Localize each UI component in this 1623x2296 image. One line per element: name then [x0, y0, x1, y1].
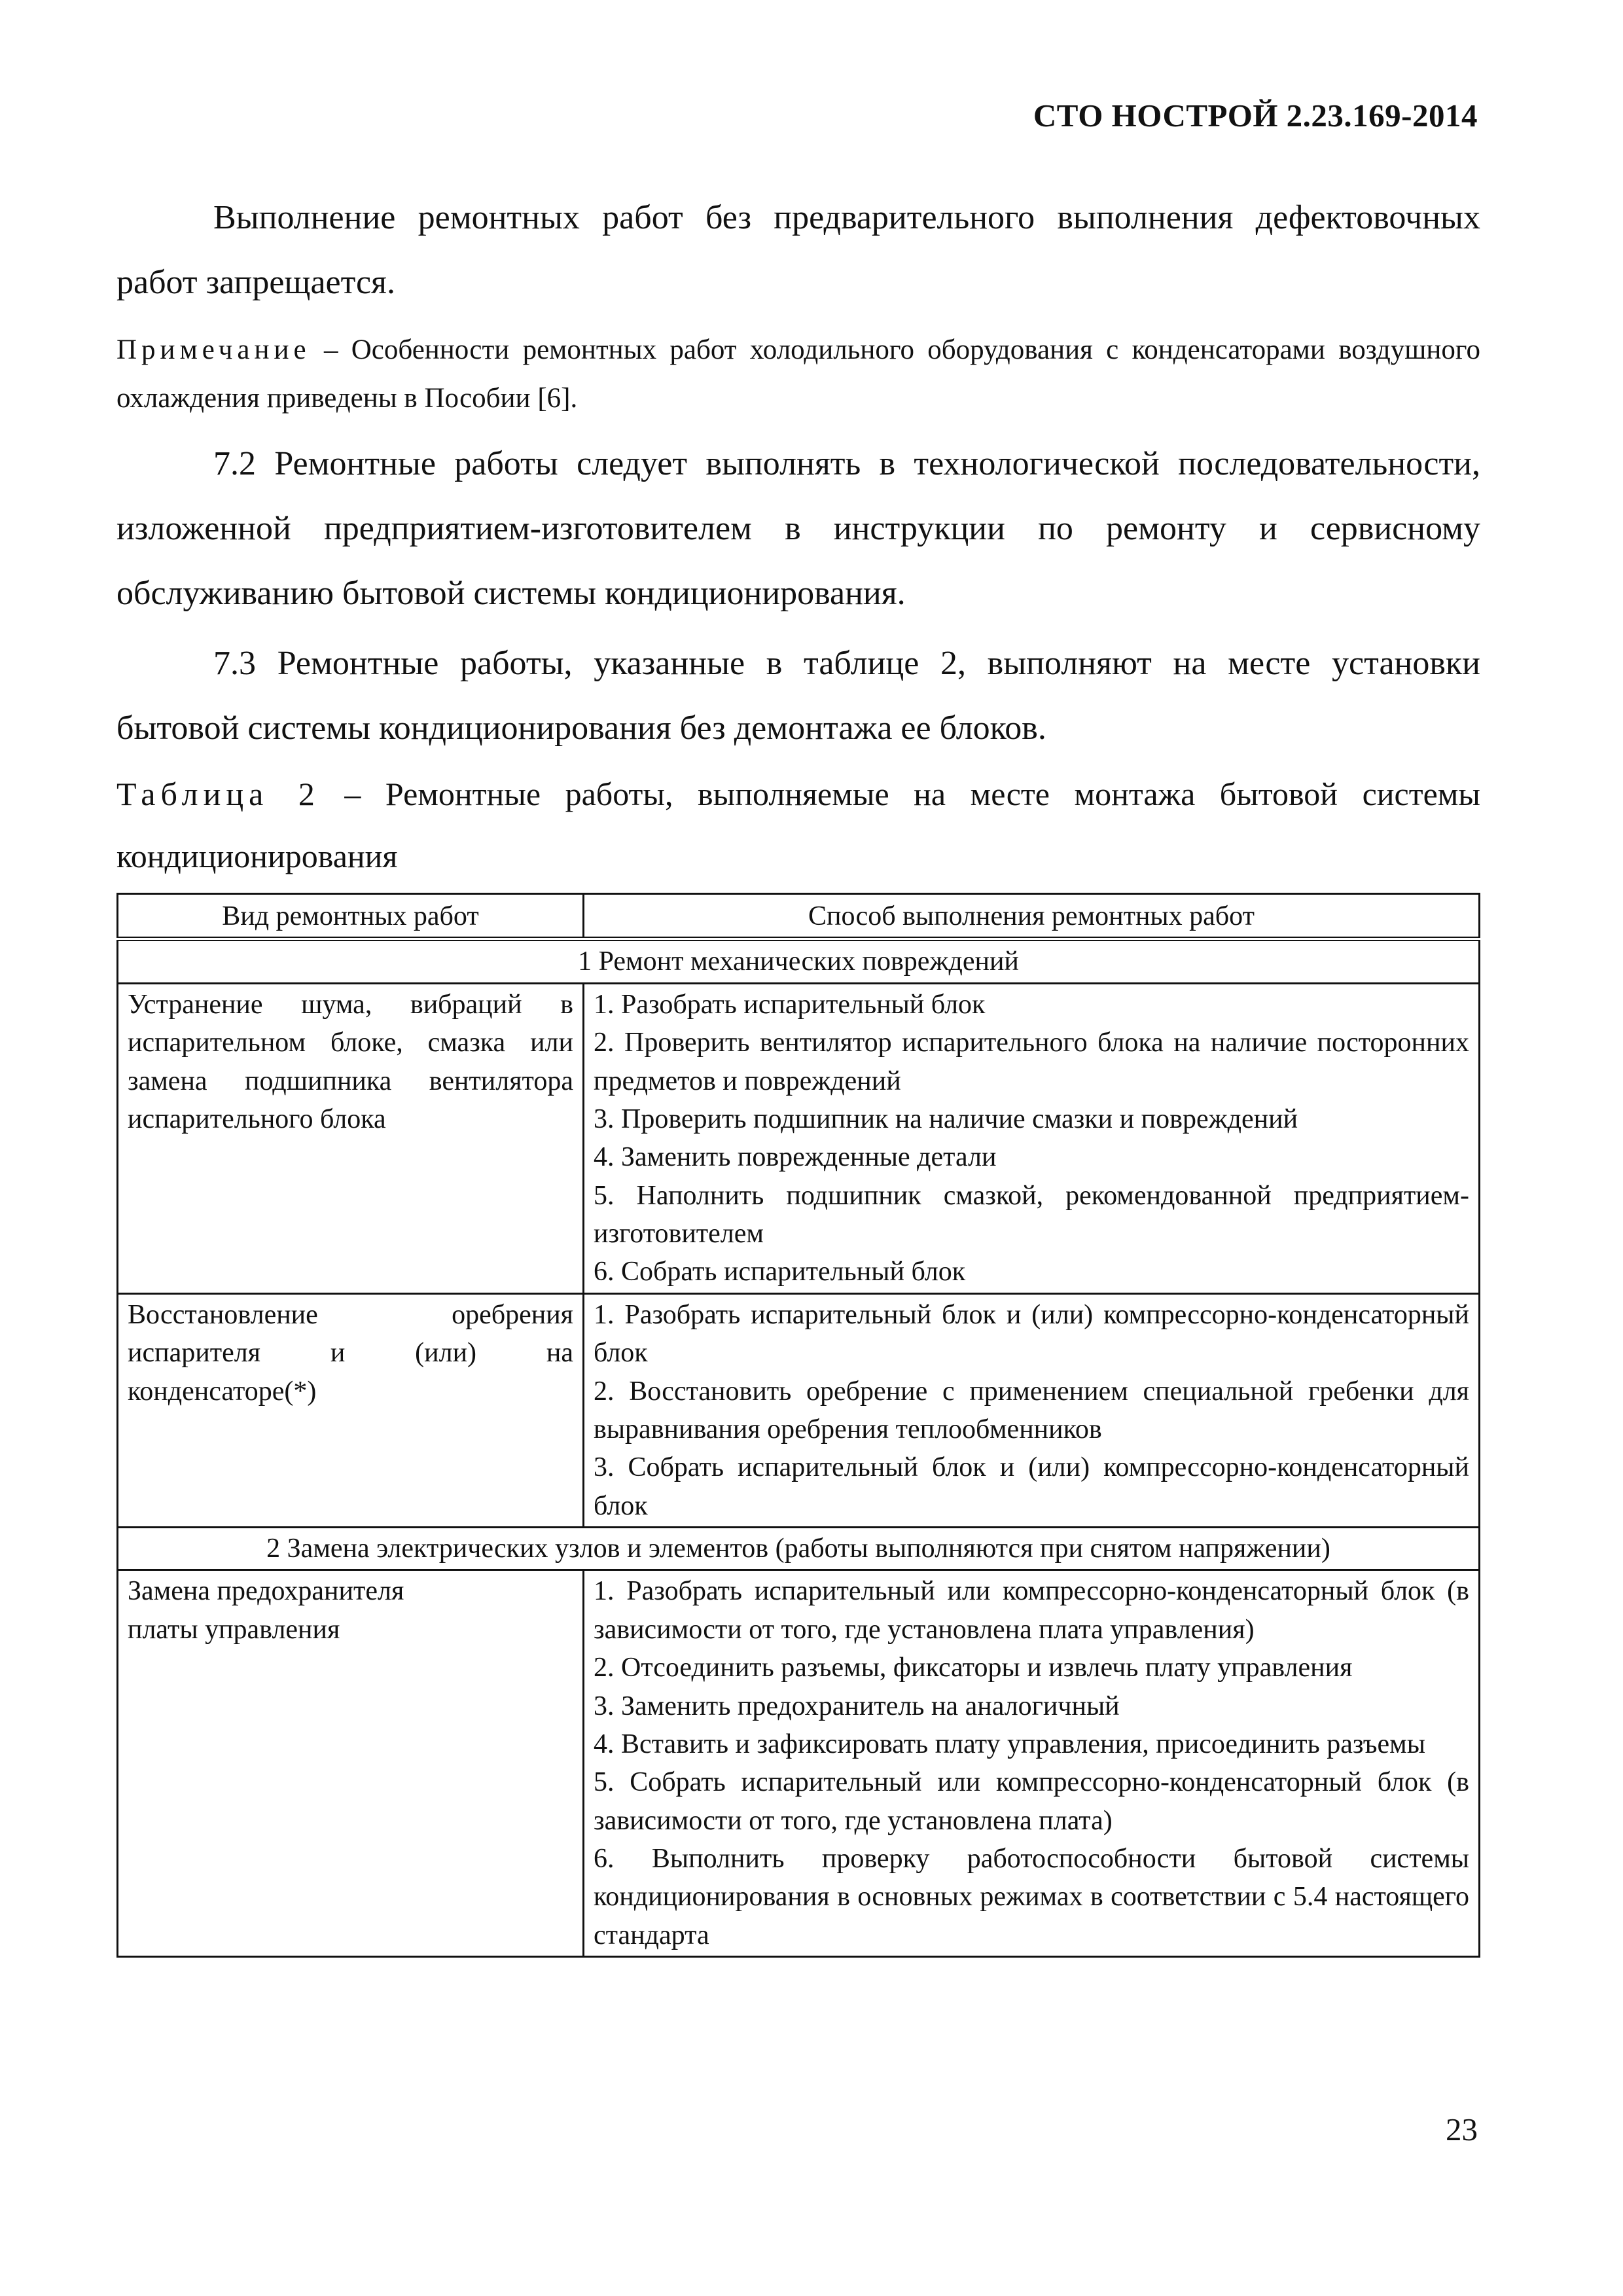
table-caption-text: – Ремонтные работы, выполняемые на месте монтажа бытовой системы кондиционирования [116, 776, 1481, 874]
method-step: 6. Выполнить проверку работоспособности бытовой системы кондиционирования в основных режимах в соответствии с 5.4 настоящего стандарта [594, 1844, 1469, 1950]
paragraph-text: Выполнение ремонтных работ без предварительного выполнения дефектовочных работ запрещается. [116, 199, 1480, 301]
method-step: 1. Разобрать испарительный или компрессорно-конденсаторный блок (в зависимости от того, где установлена плата управления) [594, 1576, 1469, 1645]
standard-designation: СТО НОСТРОЙ 2.23.169-2014 [1033, 98, 1478, 134]
method-cell [584, 1570, 1480, 1957]
table-section-row [118, 1528, 1480, 1570]
method-step: 2. Восстановить оребрение с применением специальной гребенки для выравнивания оребрения теплообменников [594, 1376, 1469, 1444]
table-row [118, 1293, 1480, 1527]
method-step: 3. Проверить подшипник на наличие смазки и повреждений [594, 1103, 1298, 1134]
table-row [118, 1570, 1480, 1957]
table-header-row [118, 894, 1480, 939]
table-row [118, 983, 1480, 1293]
method-step: 6. Собрать испарительный блок [594, 1257, 966, 1287]
method-step: 1. Разобрать испарительный блок [594, 989, 986, 1020]
note-label: Примечание [116, 334, 311, 365]
table-caption-label: Таблица 2 [116, 776, 320, 812]
method-step: 2. Отсоединить разъемы, фиксаторы и извлечь плату управления [594, 1653, 1353, 1683]
method-step: 3. Собрать испарительный блок и (или) компрессорно-конденсаторный блок [594, 1452, 1469, 1521]
method-step: 4. Вставить и зафиксировать плату управления, присоединить разъемы [594, 1729, 1425, 1759]
table-caption [116, 763, 1480, 888]
note-block [116, 326, 1480, 423]
paragraph-prohibition [116, 186, 1480, 315]
method-step: 5. Собрать испарительный или компрессорно-конденсаторный блок (в зависимости от того, где установлена плата) [594, 1767, 1469, 1836]
column-header-work-type: Вид ремонтных работ [118, 894, 584, 939]
column-header-method: Способ выполнения ремонтных работ [584, 894, 1480, 939]
method-step: 4. Заменить поврежденные детали [594, 1142, 997, 1173]
note-text: – Особенности ремонтных работ холодильного оборудования с конденсаторами воздушного охлаждения приведены в Пособии [6]. [116, 334, 1480, 414]
paragraph-7-3 [116, 632, 1480, 761]
method-step: 1. Разобрать испарительный блок и (или) компрессорно-конденсаторный блок [594, 1299, 1469, 1369]
method-cell [584, 983, 1480, 1293]
paragraph-text: 7.3 Ремонтные работы, указанные в таблице 2, выполняют на месте установки бытовой системы кондиционирования без демонтажа ее блоков. [116, 645, 1480, 747]
work-type-cell [118, 1570, 584, 1957]
repair-works-table [116, 893, 1480, 1958]
paragraph-7-2 [116, 432, 1480, 626]
section-electrical-replacement: 2 Замена электрических узлов и элементов (работы выполняются при снятом напряжении) [118, 1528, 1480, 1570]
method-step: 5. Наполнить подшипник смазкой, рекомендованной предприятием-изготовителем [594, 1180, 1469, 1249]
work-type-cell: Устранение шума, вибраций в испарительном блоке, смазка или замена подшипника вентилятора испарительного блока [118, 983, 584, 1293]
section-mechanical-damage: 1 Ремонт механических повреждений [118, 939, 1480, 983]
page-number: 23 [1446, 2111, 1478, 2147]
table-section-row [118, 939, 1480, 983]
paragraph-text: 7.2 Ремонтные работы следует выполнять в технологической последовательности, изложенной предприятием-изготовителем в инструкции по ремонту и сервисному обслуживанию бытовой системы кондиционирования. [116, 445, 1480, 612]
work-type-line: платы управления [128, 1614, 340, 1645]
work-type-line: Замена предохранителя [128, 1576, 404, 1607]
method-step: 2. Проверить вентилятор испарительного блока на наличие посторонних предметов и повреждений [594, 1028, 1469, 1096]
method-step: 3. Заменить предохранитель на аналогичный [594, 1691, 1120, 1721]
work-type-cell: Восстановление оребрения испарителя и (или) на конденсаторе(*) [118, 1293, 584, 1527]
method-cell [584, 1293, 1480, 1527]
